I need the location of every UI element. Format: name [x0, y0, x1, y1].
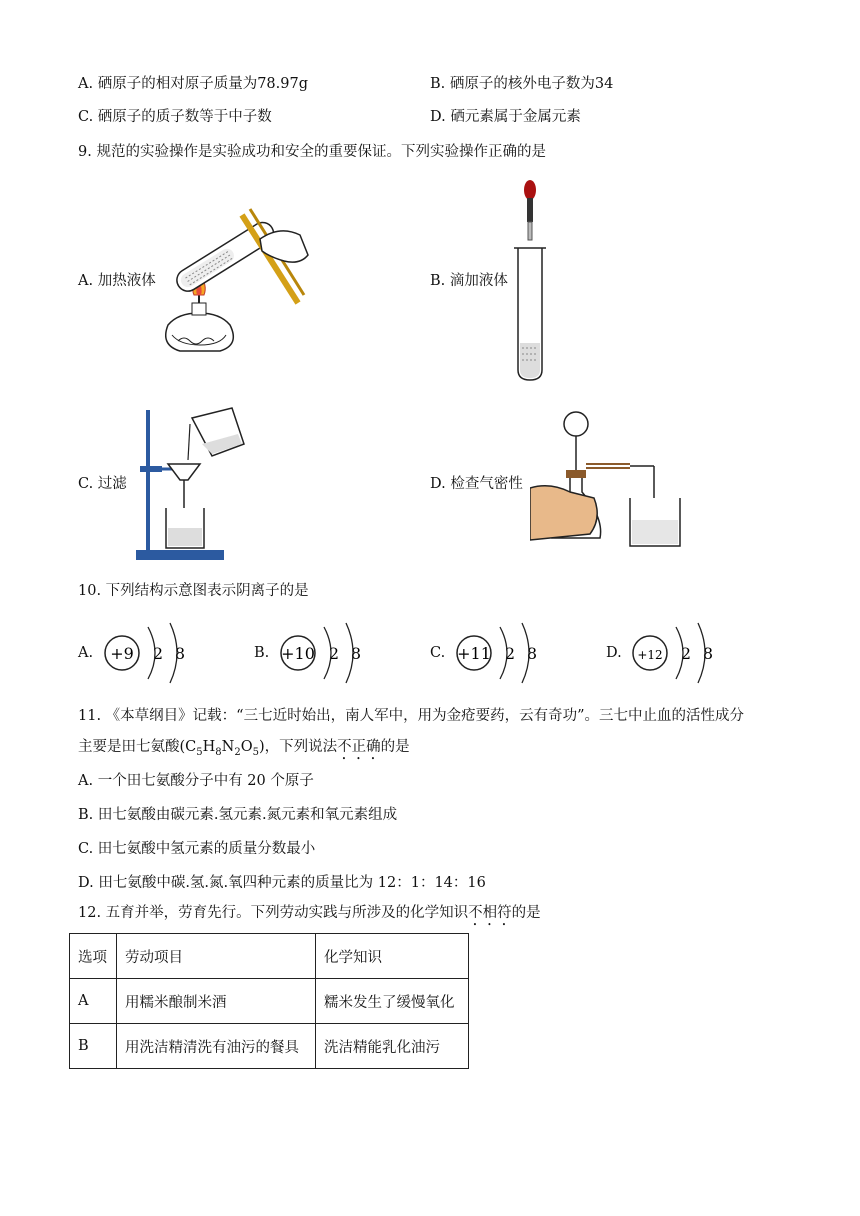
q10-stem: 10. 下列结构示意图表示阴离子的是 — [78, 583, 309, 599]
table-cell: 用洗洁精清洗有油污的餐具 — [117, 1024, 316, 1069]
labor-knowledge-table — [69, 933, 469, 1069]
q8-option-c: C. 硒原子的质子数等于中子数 — [78, 109, 272, 125]
shell-1-electrons: 2 — [680, 644, 692, 663]
emphasis-not-match: 不相符 — [468, 905, 512, 921]
table-row — [70, 1024, 469, 1069]
q9-stem: 9. 规范的实验操作是实验成功和安全的重要保证。下列实验操作正确的是 — [78, 144, 546, 160]
table-cell: B — [70, 1024, 117, 1069]
ion-structure-diagram — [100, 615, 200, 691]
emphasis-not-correct: 不正确 — [337, 739, 381, 755]
dropping-liquid-illustration — [510, 178, 550, 382]
nucleus-charge: +10 — [281, 644, 315, 663]
q9-option-c: C. 过滤 — [78, 476, 127, 492]
airtightness-check-illustration — [530, 408, 690, 550]
q11-option-a: A. 一个田七氨酸分子中有 20 个原子 — [78, 773, 314, 789]
shell-1-electrons: 2 — [504, 644, 516, 663]
nucleus-charge: +12 — [637, 648, 663, 662]
table-row — [70, 979, 469, 1024]
table-cell: A — [70, 979, 117, 1024]
filtration-illustration — [132, 404, 252, 562]
q10-option-letter: D. — [606, 645, 622, 661]
heating-liquid-illustration — [150, 195, 310, 357]
q8-option-b: B. 硒原子的核外电子数为34 — [430, 76, 614, 92]
q8-option-a: A. 硒原子的相对原子质量为78.97g — [78, 76, 308, 92]
q11-stem-line2: 主要是田七氨酸$(C_5H_8N_2O_5)$，下列说法不正确的是 — [78, 739, 410, 758]
shell-1-electrons: 2 — [152, 644, 164, 663]
ion-structure-diagram — [276, 615, 376, 691]
table-header-cell: 化学知识 — [316, 934, 469, 979]
table-cell: 洗洁精能乳化油污 — [316, 1024, 469, 1069]
q10-option-letter: A. — [78, 645, 94, 661]
q12-stem: 12. 五育并举，劳育先行。下列劳动实践与所涉及的化学知识不相符的是 — [78, 905, 541, 921]
nucleus-charge: +11 — [457, 644, 491, 663]
q10-option-letter: C. — [430, 645, 446, 661]
q9-option-d: D. 检查气密性 — [430, 476, 523, 492]
shell-2-electrons: 8 — [526, 644, 538, 663]
q11-stem-line1: 11. 《本草纲目》记载：“三七近时始出，南人军中，用为金疮要药，云有奇功”。三七中止血的活性成分 — [78, 708, 744, 724]
shell-2-electrons: 8 — [350, 644, 362, 663]
table-header-cell: 选项 — [70, 934, 117, 979]
table-header-cell: 劳动项目 — [117, 934, 316, 979]
q9-option-b: B. 滴加液体 — [430, 273, 508, 289]
q11-option-d: D. 田七氨酸中碳.氢.氮.氧四种元素的质量比为 12：1：14：16 — [78, 875, 486, 891]
q8-option-d: D. 硒元素属于金属元素 — [430, 109, 581, 125]
ion-structure-diagram — [452, 615, 552, 691]
q9-option-a: A. 加热液体 — [78, 273, 156, 289]
table-cell: 用糯米酿制米酒 — [117, 979, 316, 1024]
q10-option-letter: B. — [254, 645, 270, 661]
table-cell: 糯米发生了缓慢氧化 — [316, 979, 469, 1024]
ion-structure-diagram — [628, 615, 728, 691]
q11-option-b: B. 田七氨酸由碳元素.氢元素.氮元素和氧元素组成 — [78, 807, 398, 823]
shell-2-electrons: 8 — [702, 644, 714, 663]
table-header-row — [70, 934, 469, 979]
nucleus-charge: +9 — [110, 644, 134, 663]
shell-1-electrons: 2 — [328, 644, 340, 663]
shell-2-electrons: 8 — [174, 644, 186, 663]
q11-option-c: C. 田七氨酸中氢元素的质量分数最小 — [78, 841, 316, 857]
